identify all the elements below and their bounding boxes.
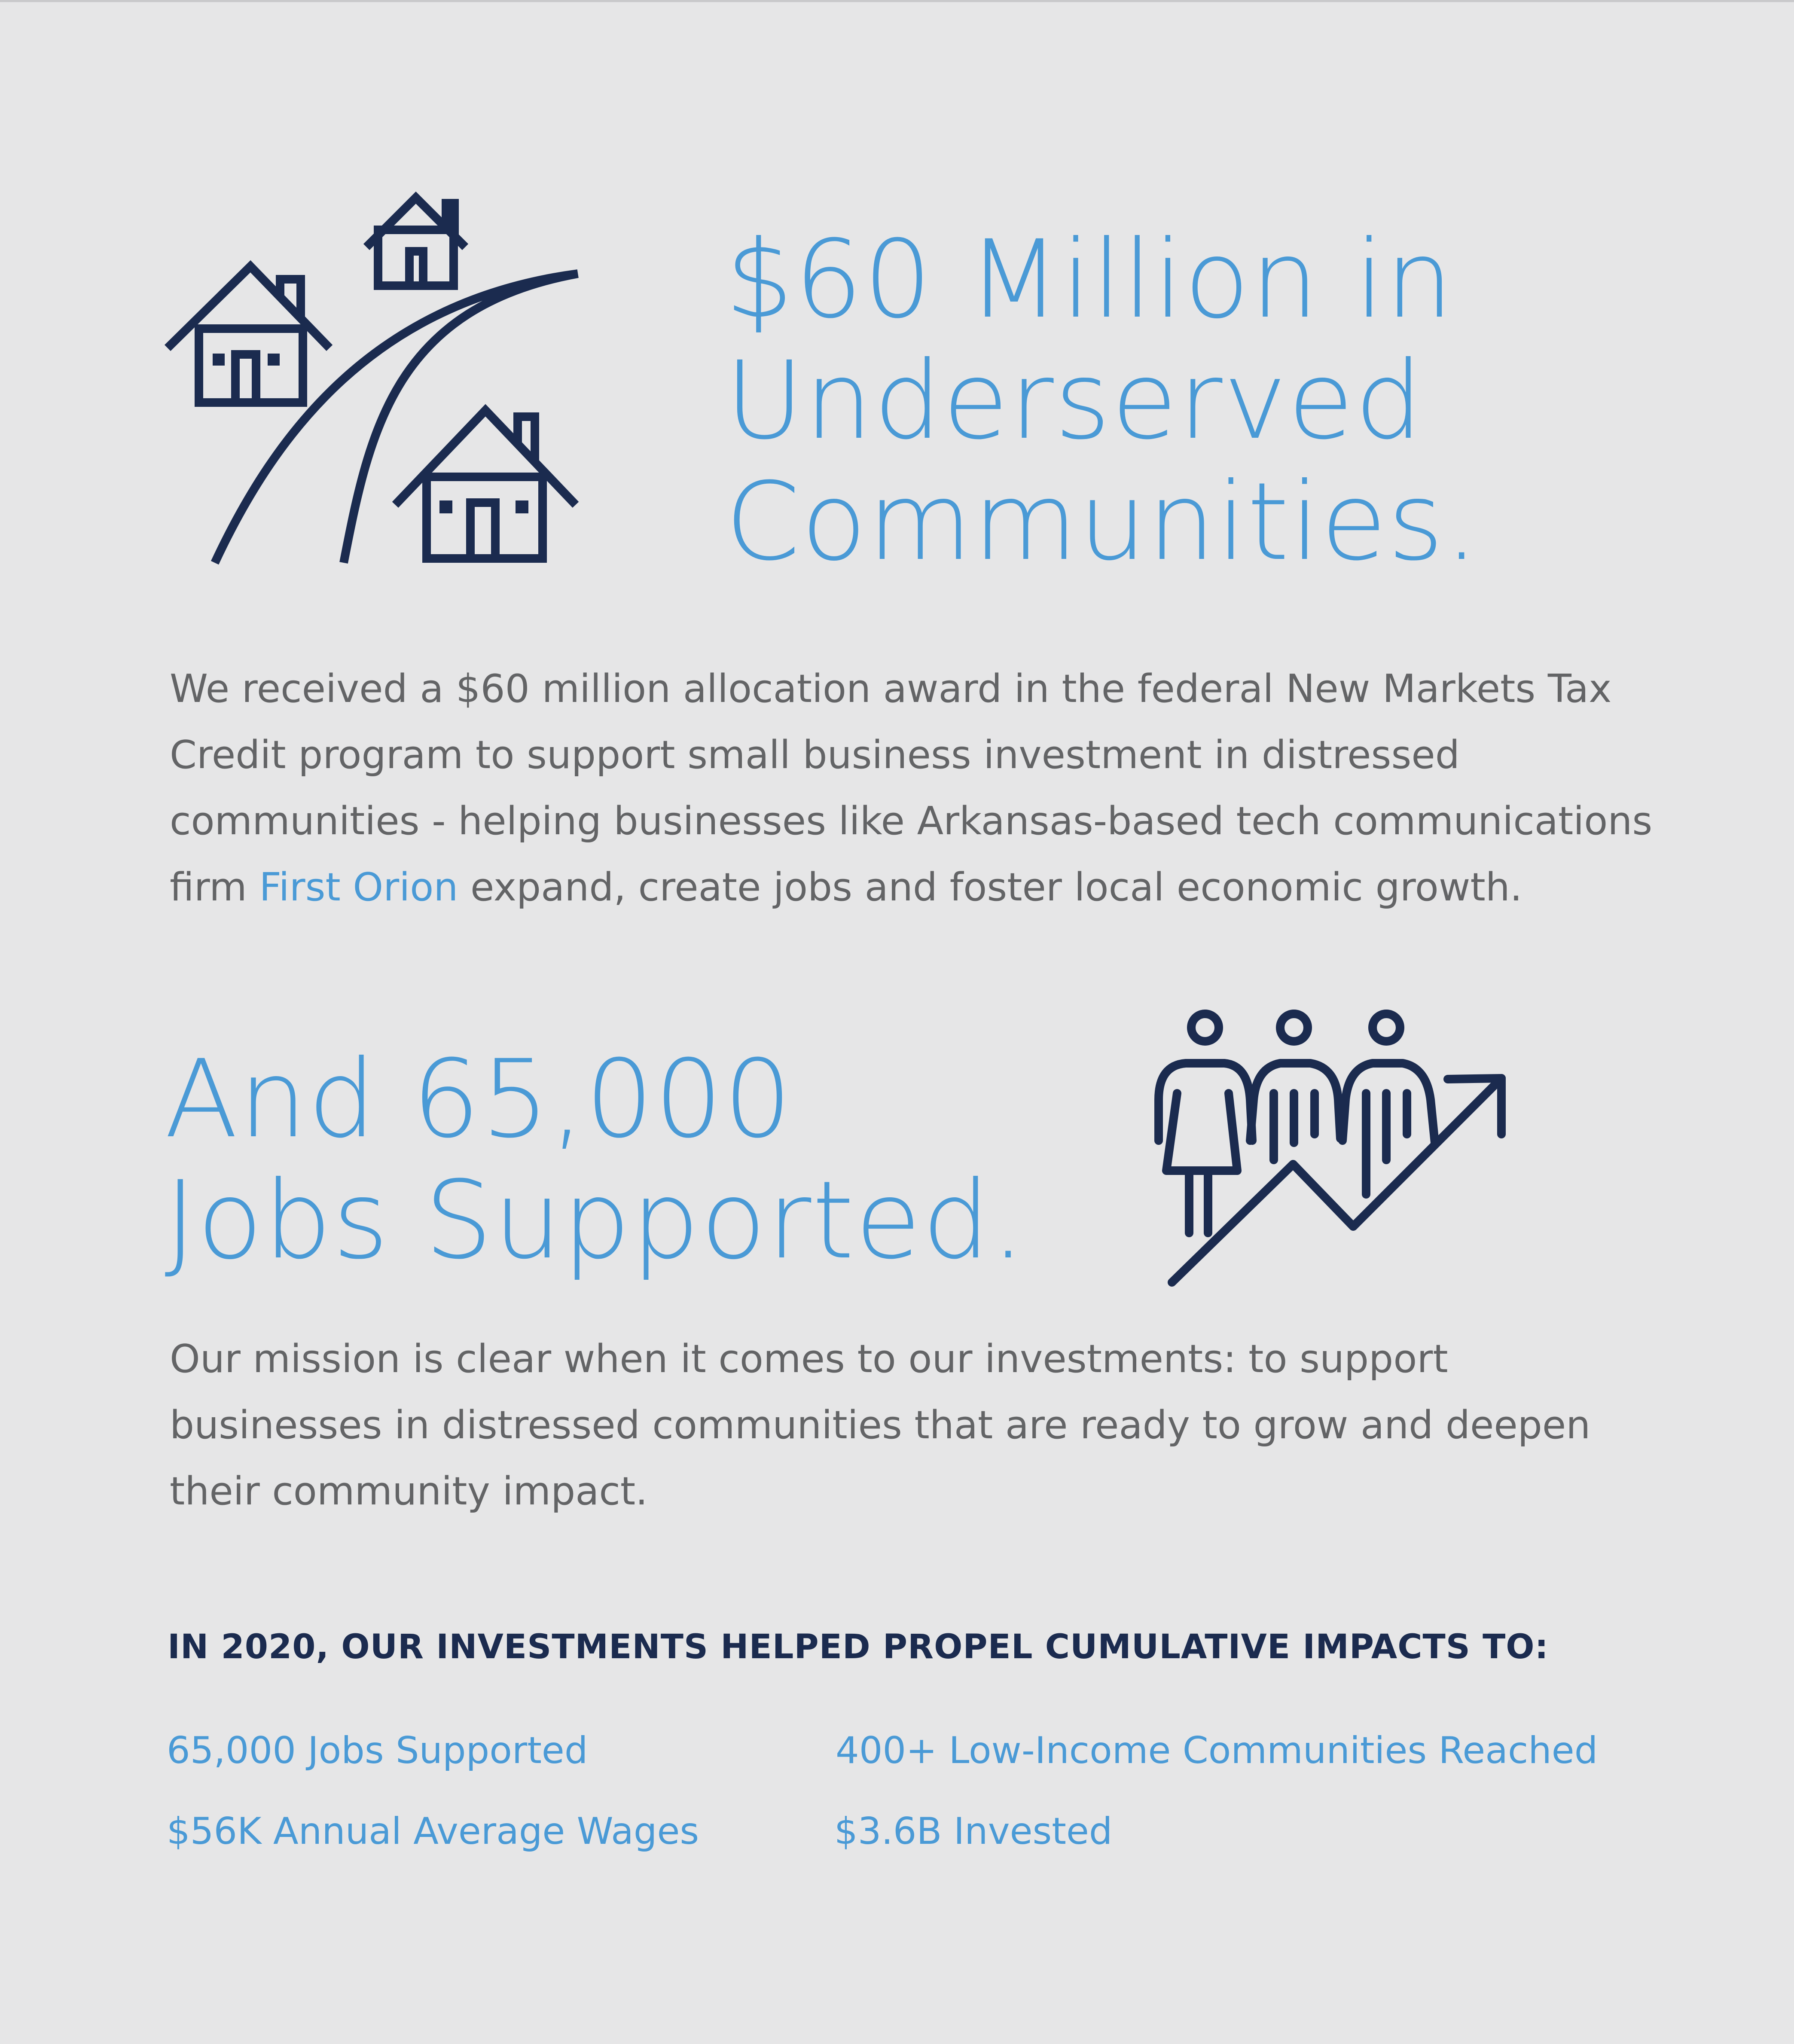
paragraph-text: firm (170, 865, 259, 910)
headline-line: Communities. (725, 459, 1480, 584)
paragraph-line: communities - helping businesses like Arkansas-based tech communications (170, 799, 1653, 844)
headline-line: Jobs Supported. (165, 1158, 1026, 1283)
paragraph-line: their community impact. (170, 1469, 648, 1514)
stat-jobs-supported: 65,000 Jobs Supported (167, 1729, 588, 1772)
stat-invested: $3.6B Invested (834, 1810, 1113, 1853)
first-orion-link[interactable]: First Orion (259, 865, 458, 910)
headline-line: Underserved (725, 338, 1424, 463)
paragraph-line: We received a $60 million allocation award in the federal New Markets Tax (170, 666, 1612, 711)
communities-headline (725, 219, 1480, 583)
headline-line: $60 Million in (725, 217, 1454, 342)
paragraph-text: expand, create jobs and foster local economic growth. (458, 865, 1522, 910)
paragraph-line: businesses in distressed communities that are ready to grow and deepen (170, 1403, 1591, 1448)
jobs-headline (165, 1039, 1026, 1281)
communities-paragraph (170, 656, 1652, 921)
stat-average-wages: $56K Annual Average Wages (167, 1810, 699, 1853)
top-divider (0, 0, 1794, 2)
people-growth-arrow-icon (1147, 997, 1516, 1297)
stat-communities-reached: 400+ Low-Income Communities Reached (836, 1729, 1598, 1772)
impacts-heading: IN 2020, OUR INVESTMENTS HELPED PROPEL CUMULATIVE IMPACTS TO: (168, 1628, 1549, 1666)
paragraph-line: Our mission is clear when it comes to our investments: to support (170, 1336, 1448, 1382)
jobs-paragraph (170, 1326, 1590, 1525)
paragraph-line: Credit program to support small business investment in distressed (170, 732, 1460, 778)
paragraph-line (170, 854, 1652, 921)
houses-road-icon (163, 189, 584, 567)
headline-line: And 65,000 (165, 1037, 793, 1162)
